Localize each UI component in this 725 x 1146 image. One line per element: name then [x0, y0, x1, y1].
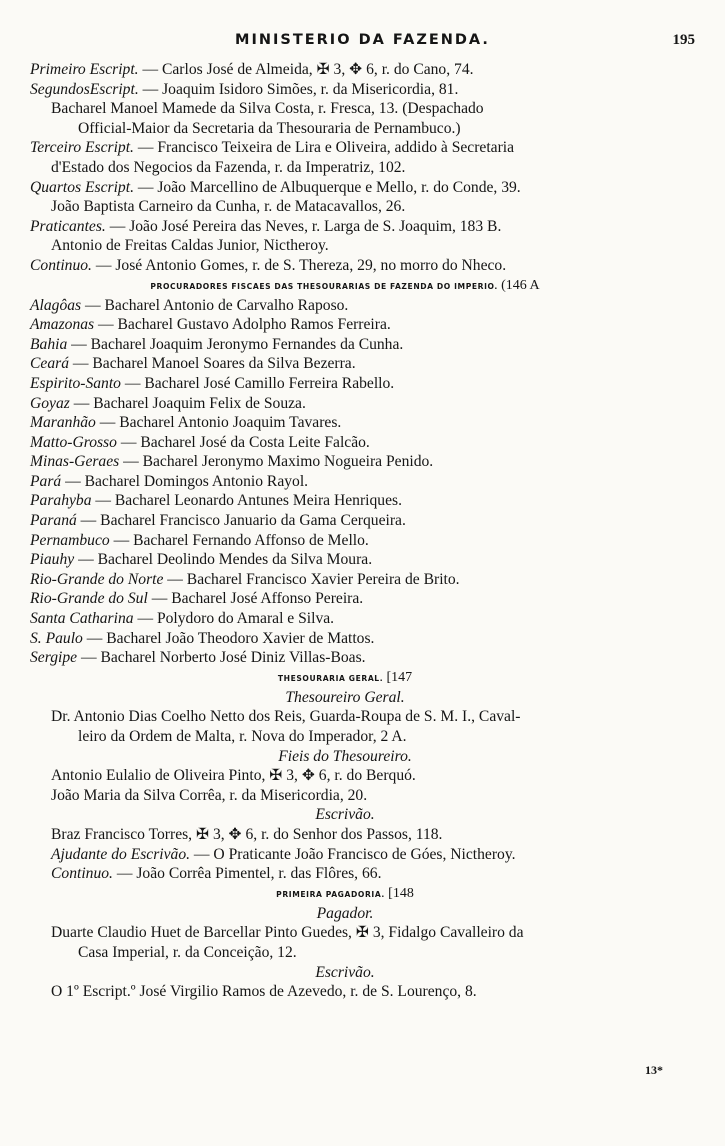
- procurador-text: — Bacharel Deolindo Mendes da Silva Moura.: [74, 551, 373, 569]
- procurador-text: — Bacharel Domingos Antonio Rayol.: [61, 472, 309, 490]
- procurador-line: [30, 609, 660, 629]
- province-label: Santa Catharina: [30, 610, 134, 628]
- entry-line: João Maria da Silva Corrêa, r. da Misericordia, 20.: [51, 786, 368, 804]
- section-heading-text: PROCURADORES FISCAES DAS THESOURARIAS DE FAZENDA DO IMPERIO.: [150, 281, 498, 291]
- entry-line: [30, 138, 660, 158]
- province-label: Matto-Grosso: [30, 433, 117, 451]
- procurador-text: — Bacharel Joaquim Jeronymo Fernandes da Cunha.: [67, 335, 404, 353]
- procurador-text: — Polydoro do Amaral e Silva.: [133, 610, 335, 628]
- entry-label: Praticantes.: [30, 217, 106, 235]
- procurador-text: — Bacharel Francisco Januario da Gama Cerqueira.: [76, 512, 406, 530]
- signature-mark: 13*: [645, 1063, 663, 1077]
- procurador-line: [30, 354, 660, 374]
- entry-text: — Carlos José de Almeida, ✠ 3, ✥ 6, r. do Cano, 74.: [138, 61, 474, 78]
- entry-label: Primeiro Escript.: [30, 61, 139, 78]
- entry-line: [30, 217, 660, 237]
- entry-label: Continuo.: [30, 256, 92, 274]
- entry-label: Terceiro Escript.: [30, 139, 134, 157]
- entry-line: d'Estado dos Negocios da Fazenda, r. da Imperatriz, 102.: [51, 158, 406, 176]
- subheading-escrivao: Escrivão.: [315, 806, 375, 824]
- subheading-pagador: Pagador.: [316, 904, 374, 922]
- entry-text: — João José Pereira das Neves, r. Larga de S. Joaquim, 183 B.: [105, 217, 502, 235]
- page-number: 195: [672, 32, 695, 48]
- subheading-thesoureiro-geral: Thesoureiro Geral.: [285, 688, 405, 706]
- entry-line: O 1º Escript.º José Virgilio Ramos de Azevedo, r. de S. Lourenço, 8.: [51, 983, 477, 1001]
- province-label: Espirito-Santo: [30, 374, 121, 392]
- section-heading-thesouraria: [30, 668, 660, 688]
- procurador-line: [30, 511, 660, 531]
- procurador-text: — Bacharel Joaquim Felix de Souza.: [69, 394, 306, 412]
- running-title: MINISTERIO DA FAZENDA.: [235, 32, 490, 48]
- procurador-line: [30, 570, 660, 590]
- entry-line: Braz Francisco Torres, ✠ 3, ✥ 6, r. do Senhor dos Passos, 118.: [51, 825, 443, 843]
- province-label: S. Paulo: [30, 629, 83, 647]
- province-label: Goyaz: [30, 394, 70, 412]
- province-label: Maranhão: [30, 414, 96, 432]
- procurador-line: [30, 472, 660, 492]
- province-label: Bahia: [30, 335, 68, 353]
- procurador-line: [30, 394, 660, 414]
- entry-line: João Baptista Carneiro da Cunha, r. de Matacavallos, 26.: [51, 198, 406, 216]
- entry-line: Dr. Antonio Dias Coelho Netto dos Reis, Guarda-Roupa de S. M. I., Caval-: [51, 708, 521, 726]
- procurador-line: [30, 452, 660, 472]
- province-label: Pernambuco: [30, 531, 110, 549]
- page-header: [30, 32, 695, 56]
- procurador-line: [30, 433, 660, 453]
- entry-line: leiro da Ordem de Malta, r. Nova do Imperador, 2 A.: [78, 728, 407, 745]
- subheading-escrivao-pagadoria: Escrivão.: [315, 963, 375, 981]
- entry-line: [30, 178, 660, 198]
- entry-text: — Joaquim Isidoro Simões, r. da Misericordia, 81.: [138, 80, 459, 98]
- procurador-line: [30, 550, 660, 570]
- procurador-text: — Bacharel Norberto José Diniz Villas-Boas.: [77, 649, 366, 667]
- procurador-text: — Bacharel Jeronymo Maximo Nogueira Penido.: [119, 453, 434, 471]
- province-label: Alagôas: [30, 296, 82, 314]
- province-label: Rio-Grande do Norte: [30, 570, 164, 588]
- procurador-line: [30, 531, 660, 551]
- procurador-line: [30, 374, 660, 394]
- entry-line: Casa Imperial, r. da Conceição, 12.: [78, 943, 297, 961]
- province-label: Parahyba: [30, 492, 92, 510]
- procurador-line: [30, 335, 660, 355]
- section-heading-text: THESOURARIA GERAL.: [277, 673, 384, 683]
- procurador-text: — Bacharel José Camillo Ferreira Rabello.: [120, 374, 395, 392]
- section-heading-pagadoria: [30, 884, 660, 904]
- procurador-text: — Bacharel Antonio de Carvalho Raposo.: [81, 296, 349, 314]
- province-label: Minas-Geraes: [30, 453, 120, 471]
- page-body: [30, 60, 660, 1002]
- province-label: Paraná: [30, 512, 77, 530]
- procurador-text: — Bacharel Leonardo Antunes Meira Henriques.: [91, 492, 402, 510]
- section-ref: [147: [386, 669, 413, 685]
- entry-text: — Francisco Teixeira de Lira e Oliveira, addido à Secretaria: [133, 139, 515, 157]
- entry-line: [30, 845, 660, 865]
- entry-line: [30, 256, 660, 276]
- entry-line: Official-Maior da Secretaria da Thesouraria de Pernambuco.): [78, 119, 461, 137]
- province-label: Sergipe: [30, 649, 78, 667]
- procurador-line: [30, 589, 660, 609]
- procurador-line: [30, 648, 660, 668]
- entry-text: — João Marcellino de Albuquerque e Mello, r. do Conde, 39.: [133, 178, 521, 196]
- entry-line: Duarte Claudio Huet de Barcellar Pinto Guedes, ✠ 3, Fidalgo Cavalleiro da: [51, 924, 524, 942]
- entry-text: — O Praticante João Francisco de Góes, Nictheroy.: [190, 845, 516, 863]
- entry-label: Ajudante do Escrivão.: [51, 845, 191, 863]
- procurador-line: [30, 296, 660, 316]
- entry-text: — João Corrêa Pimentel, r. das Flôres, 66.: [112, 865, 382, 883]
- province-label: Rio-Grande do Sul: [30, 590, 148, 608]
- entry-line: [30, 80, 660, 100]
- procurador-line: [30, 629, 660, 649]
- subheading-fieis: Fieis do Thesoureiro.: [278, 747, 412, 765]
- procurador-text: — Bacharel Antonio Joaquim Tavares.: [95, 414, 342, 432]
- entry-line: [30, 864, 660, 884]
- entry-label: Quartos Escript.: [30, 178, 134, 196]
- province-label: Amazonas: [30, 316, 95, 334]
- procurador-text: — Bacharel José da Costa Leite Falcão.: [116, 433, 370, 451]
- entry-line: Antonio Eulalio de Oliveira Pinto, ✠ 3, ✥ 6, r. do Berquó.: [51, 767, 416, 785]
- procurador-text: — Bacharel Fernando Affonso de Mello.: [109, 531, 369, 549]
- procurador-line: [30, 413, 660, 433]
- section-heading-text: PRIMEIRA PAGADORIA.: [276, 889, 385, 899]
- entry-line: Bacharel Manoel Mamede da Silva Costa, r. Fresca, 13. (Despachado: [51, 100, 484, 118]
- entry-text: — José Antonio Gomes, r. de S. Thereza, 29, no morro do Nheco.: [91, 256, 507, 274]
- procurador-text: — Bacharel José Affonso Pereira.: [147, 590, 364, 608]
- procurador-text: — Bacharel Manoel Soares da Silva Bezerra.: [68, 355, 356, 373]
- procurador-text: — Bacharel Francisco Xavier Pereira de Brito.: [163, 570, 460, 588]
- province-label: Ceará: [30, 355, 69, 373]
- procurador-text: — Bacharel Gustavo Adolpho Ramos Ferreira.: [94, 316, 391, 334]
- procurador-line: [30, 315, 660, 335]
- section-ref: (146 A: [501, 277, 540, 293]
- section-ref: [148: [388, 885, 414, 901]
- entry-line: [30, 60, 660, 80]
- province-label: Piauhy: [30, 551, 75, 569]
- entry-label: SegundosEscript.: [30, 80, 139, 98]
- entry-label: Continuo.: [51, 865, 113, 883]
- province-label: Pará: [30, 472, 62, 490]
- procurador-text: — Bacharel João Theodoro Xavier de Mattos.: [82, 629, 375, 647]
- entry-line: Antonio de Freitas Caldas Junior, Nictheroy.: [51, 237, 329, 255]
- section-heading-procuradores: [30, 276, 660, 296]
- procurador-line: [30, 491, 660, 511]
